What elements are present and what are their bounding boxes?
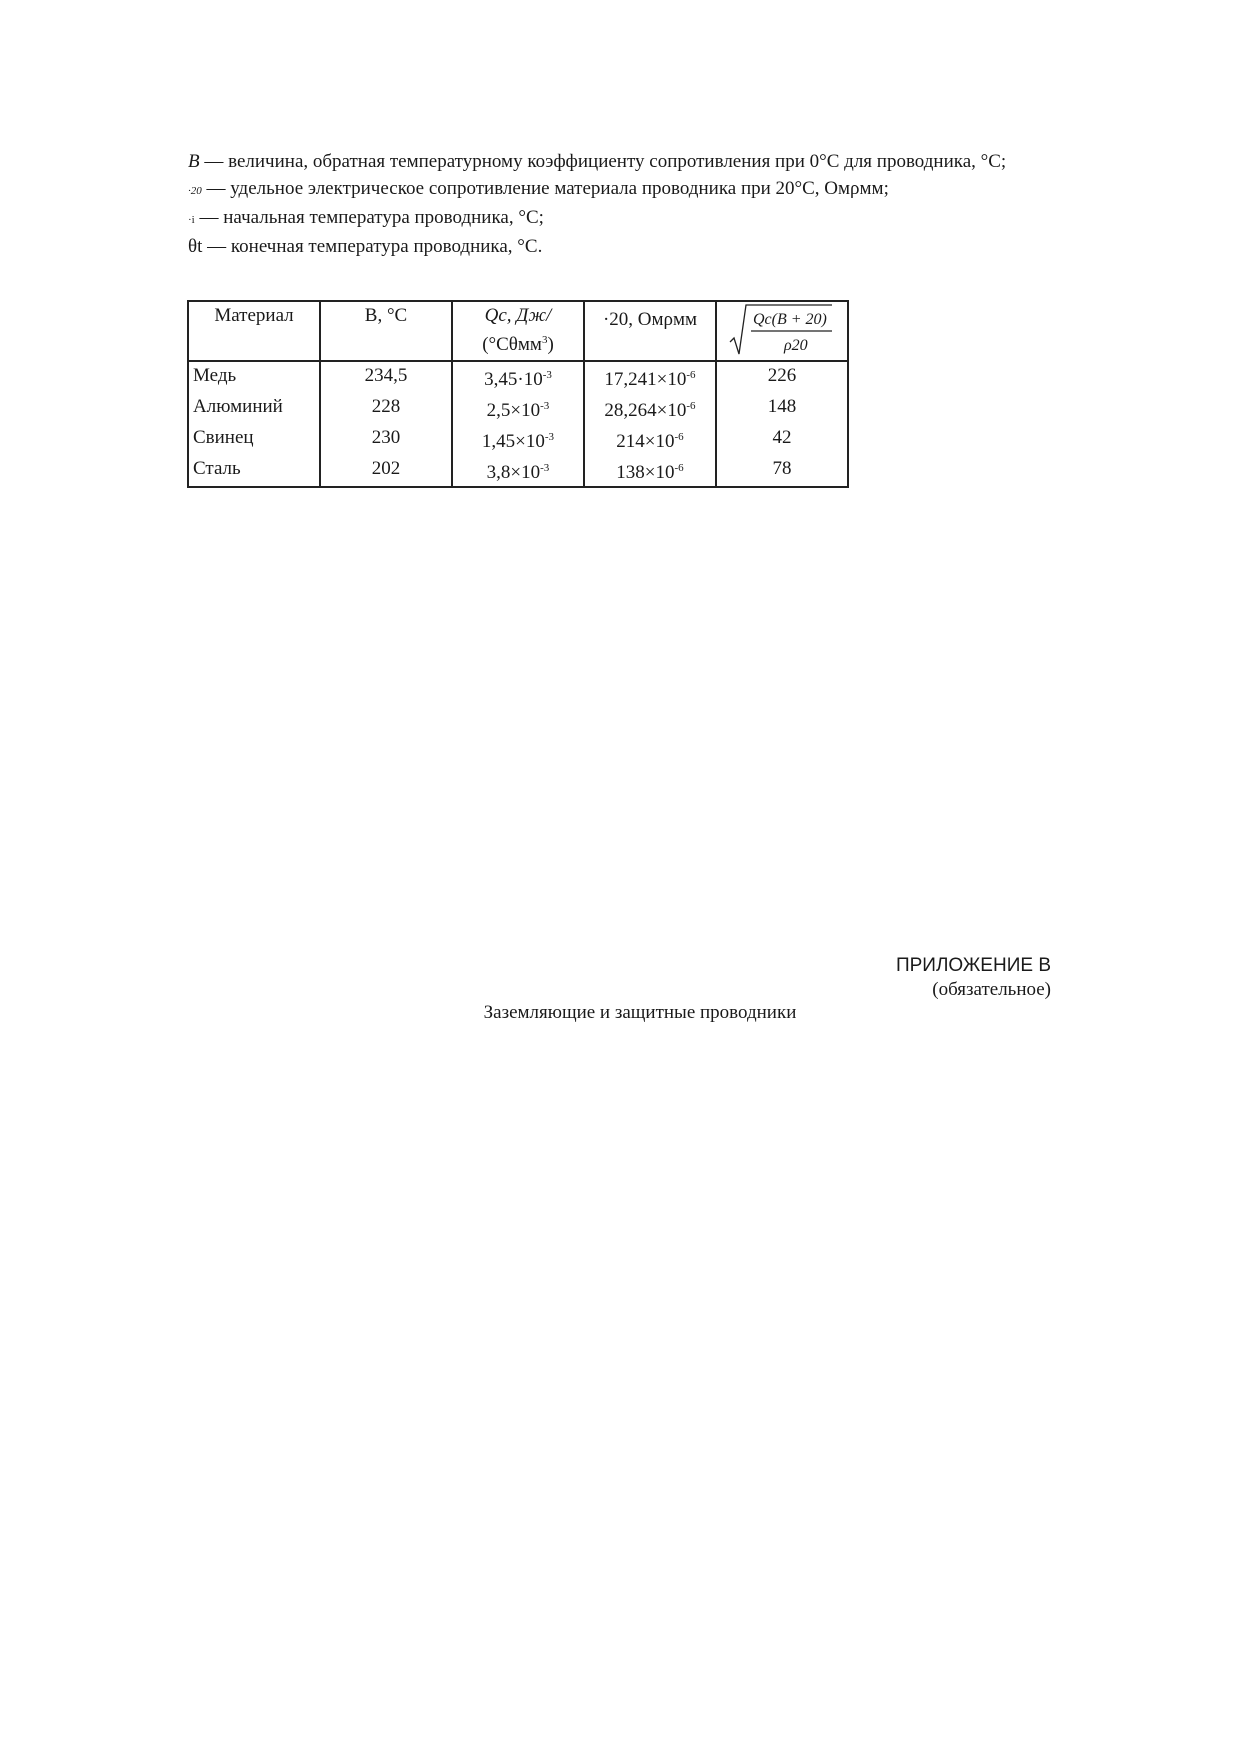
definition-text: — конечная температура проводника, °С. <box>202 236 543 257</box>
cell-b: 234,5 <box>320 361 452 393</box>
cell-qc-value: 3,45·10 <box>484 369 543 390</box>
table-row <box>188 455 848 487</box>
sqrt-formula <box>727 302 837 358</box>
cell-qc-exp: -3 <box>542 369 552 381</box>
table-row <box>188 424 848 455</box>
sqrt-sign-icon <box>727 302 837 358</box>
cell-k: 78 <box>716 455 848 487</box>
definition-symbol: ·i <box>188 214 195 226</box>
header-qc-sup: 3 <box>541 334 548 346</box>
cell-qc <box>452 393 584 424</box>
cell-qc-value: 2,5×10 <box>486 400 541 421</box>
header-rho <box>584 301 716 361</box>
table-row <box>188 361 848 393</box>
cell-b: 228 <box>320 393 452 424</box>
cell-k: 148 <box>716 393 848 424</box>
cell-rho-value: 138×10 <box>616 462 675 483</box>
header-material-label: Материал <box>214 305 294 326</box>
table-row <box>188 393 848 424</box>
header-qc-label <box>453 302 583 357</box>
cell-qc <box>452 361 584 393</box>
header-qc <box>452 301 584 361</box>
formula-denominator: ρ20 <box>784 337 808 354</box>
definition-text: — удельное электрическое сопротивление материала проводника при 20°С, Омρмм; <box>201 178 889 199</box>
cell-k: 226 <box>716 361 848 393</box>
cell-k: 42 <box>716 424 848 455</box>
definition-text: — начальная температура проводника, °С; <box>194 207 544 228</box>
definitions-block <box>188 150 1060 262</box>
cell-rho-value: 17,241×10 <box>604 369 687 390</box>
appendix-subtitle: (обязательное) <box>932 979 1051 1000</box>
definition-rho20 <box>188 177 1060 203</box>
cell-material: Свинец <box>188 424 320 455</box>
cell-rho-value: 214×10 <box>616 431 675 452</box>
header-qc-unit: (°Сθмм <box>482 334 542 355</box>
definition-b <box>188 150 1060 174</box>
header-qc-main: Qc, Дж/ <box>484 305 552 326</box>
header-b-label: В, °С <box>364 305 408 326</box>
definition-symbol: ·20 <box>188 185 202 197</box>
definition-theta-t <box>188 235 1060 259</box>
cell-rho-exp: -6 <box>686 400 696 412</box>
cell-b: 230 <box>320 424 452 455</box>
cell-material: Алюминий <box>188 393 320 424</box>
cell-material: Медь <box>188 361 320 393</box>
definition-text: — величина, обратная температурному коэффициенту сопротивления при 0°С для проводника, °С; <box>199 151 1007 172</box>
materials-table <box>187 300 849 488</box>
cell-rho <box>584 455 716 487</box>
formula-numerator: Qc(B + 20) <box>753 311 827 328</box>
cell-qc <box>452 455 584 487</box>
definition-symbol: θt <box>188 236 203 257</box>
header-formula <box>716 301 848 361</box>
cell-qc-value: 3,8×10 <box>486 462 541 483</box>
cell-qc <box>452 424 584 455</box>
header-material <box>188 301 320 361</box>
appendix-header <box>896 954 1051 1002</box>
cell-rho <box>584 361 716 393</box>
cell-rho-value: 28,264×10 <box>604 400 687 421</box>
cell-qc-exp: -3 <box>540 400 550 412</box>
definition-symbol: B <box>188 151 200 172</box>
cell-qc-value: 1,45×10 <box>481 431 545 452</box>
cell-rho <box>584 393 716 424</box>
cell-rho <box>584 424 716 455</box>
header-rho-label: ·20, Омρмм <box>602 309 698 330</box>
cell-rho-exp: -6 <box>674 462 684 474</box>
cell-rho-exp: -6 <box>674 431 684 443</box>
appendix-heading: Заземляющие и защитные проводники <box>483 1002 797 1023</box>
cell-qc-exp: -3 <box>544 431 555 443</box>
cell-b: 202 <box>320 455 452 487</box>
header-qc-close: ) <box>547 334 554 355</box>
cell-material: Сталь <box>188 455 320 487</box>
definition-theta-i <box>188 206 1060 232</box>
table-header-row <box>188 301 848 361</box>
header-b <box>320 301 452 361</box>
appendix-title: ПРИЛОЖЕНИЕ В <box>895 955 1051 976</box>
cell-rho-exp: -6 <box>686 369 696 381</box>
cell-qc-exp: -3 <box>540 462 550 474</box>
